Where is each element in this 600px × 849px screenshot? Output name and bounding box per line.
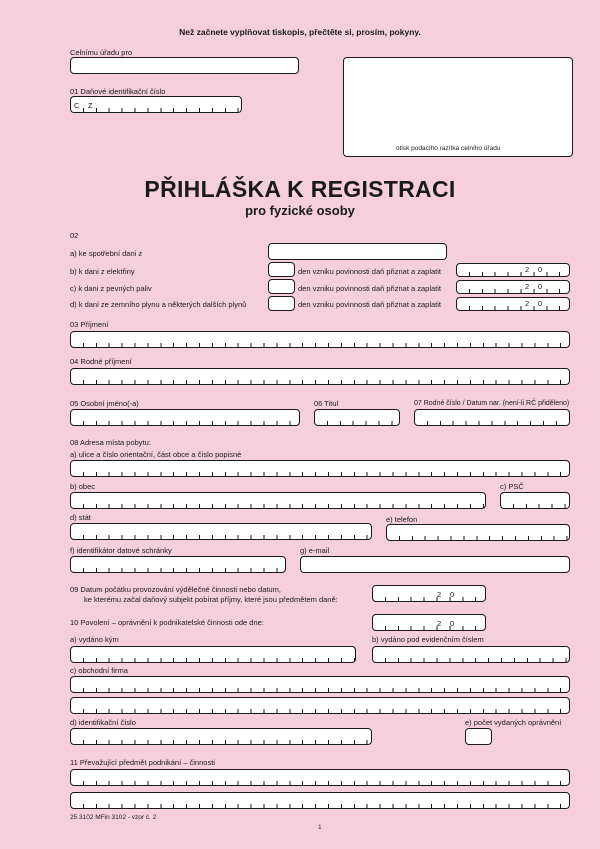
instruction-text: Než začnete vyplňovat tiskopis, přečtěte si, prosím, pokyny.: [179, 27, 421, 37]
form-subtitle: pro fyzické osoby: [245, 203, 355, 218]
f02b-label: b) k dani z elektřiny: [70, 267, 135, 276]
office-field[interactable]: [70, 57, 299, 74]
year-digit: 0: [450, 590, 455, 599]
f02c-date-text: den vzniku povinnosti daň přiznat a zaplatit: [298, 284, 442, 293]
main-activity-field-2[interactable]: [70, 792, 570, 809]
birth-surname-field[interactable]: [70, 368, 570, 385]
f01-label: 01 Daňové identifikační číslo: [70, 87, 166, 96]
f03-label: 03 Příjmení: [70, 320, 109, 329]
email-field[interactable]: [300, 556, 570, 573]
f08e-label: e) telefon: [386, 515, 418, 524]
business-name-field-2[interactable]: [70, 697, 570, 714]
f02c-label: c) k dani z pevných paliv: [70, 284, 152, 293]
excise-tax-field[interactable]: [268, 243, 447, 260]
first-name-field[interactable]: [70, 409, 300, 426]
solid-fuel-tax-checkbox[interactable]: [268, 279, 295, 294]
f02b-date-text: den vzniku povinnosti daň přiznat a zaplatit: [298, 267, 442, 276]
year-digit: 2: [437, 590, 442, 599]
gas-date-field[interactable]: [456, 297, 570, 311]
activity-start-date-field[interactable]: [372, 585, 486, 602]
f08c-label: c) PSČ: [500, 482, 524, 491]
dic-prefix-c: C: [74, 101, 80, 110]
dic-prefix-z: Z: [88, 101, 93, 110]
city-field[interactable]: [70, 492, 486, 509]
f10-label: 10 Povolení – oprávnění k podnikatelské činnosti ode dne:: [70, 618, 264, 627]
year-digit: 2: [525, 282, 530, 291]
f02d-date-text: den vzniku povinnosti daň přiznat a zaplatit: [298, 300, 442, 309]
surname-field[interactable]: [70, 331, 570, 348]
f09-label-2: ke kterému začal daňový subjekt pobírat příjmy, které jsou předmětem daně:: [84, 595, 338, 604]
year-digit: 0: [538, 282, 543, 291]
f07-label: 07 Rodné číslo / Datum nar. (není-li RČ přiděleno): [414, 400, 570, 407]
f05-label: 05 Osobní jméno(-a): [70, 399, 139, 408]
f09-label-1: 09 Datum počátku provozování výdělečné činnosti nebo datum,: [70, 585, 281, 594]
year-digit: 0: [538, 265, 543, 274]
country-field[interactable]: [70, 523, 372, 540]
f02d-label: d) k dani ze zemního plynu a některých dalších plynů: [70, 300, 247, 309]
issued-by-field[interactable]: [70, 646, 356, 663]
gas-tax-checkbox[interactable]: [268, 296, 295, 311]
f08d-label: d) stát: [70, 513, 91, 522]
form-title: PŘIHLÁŠKA K REGISTRACI: [144, 176, 456, 202]
phone-field[interactable]: [386, 524, 570, 541]
f06-label: 06 Titul: [314, 399, 339, 408]
registration-number-field[interactable]: [372, 646, 570, 663]
f10b-label: b) vydáno pod evidenčním číslem: [372, 635, 484, 644]
f10a-label: a) vydáno kým: [70, 635, 119, 644]
postal-code-field[interactable]: [500, 492, 570, 509]
f10c-label: c) obchodní firma: [70, 666, 128, 675]
f10e-label: e) počet vydaných oprávnění: [465, 718, 562, 727]
year-digit: 2: [525, 299, 530, 308]
year-digit: 2: [437, 619, 442, 628]
f08f-label: f) identifikátor datové schránky: [70, 546, 172, 555]
f04-label: 04 Rodné příjmení: [70, 357, 132, 366]
year-digit: 0: [450, 619, 455, 628]
year-digit: 2: [525, 265, 530, 274]
identification-number-field[interactable]: [70, 728, 372, 745]
main-activity-field-1[interactable]: [70, 769, 570, 786]
f11-label: 11 Převažující předmět podnikání – činnosti: [70, 758, 215, 767]
business-name-field-1[interactable]: [70, 676, 570, 693]
f08a-label: a) ulice a číslo orientační, část obce a číslo popisné: [70, 450, 242, 459]
f10d-label: d) identifikační číslo: [70, 718, 136, 727]
permits-count-field[interactable]: [465, 728, 492, 745]
f08g-label: g) e-mail: [300, 546, 330, 555]
form-code: 25 3102 MFin 3102 - vzor č. 2: [70, 814, 157, 821]
electricity-tax-checkbox[interactable]: [268, 262, 295, 277]
data-box-field[interactable]: [70, 556, 286, 573]
stamp-box: [343, 57, 573, 157]
f02-label: 02: [70, 231, 79, 240]
birth-number-field[interactable]: [414, 409, 570, 426]
f08-label: 08 Adresa místa pobytu:: [70, 438, 151, 447]
stamp-label: otisk podacího razítka celního úřadu: [396, 145, 501, 152]
year-digit: 0: [538, 299, 543, 308]
street-field[interactable]: [70, 460, 570, 477]
dic-field[interactable]: [70, 96, 242, 113]
title-field[interactable]: [314, 409, 400, 426]
permit-date-field[interactable]: [372, 614, 486, 631]
f08b-label: b) obec: [70, 482, 96, 491]
f02a-label: a) ke spotřební dani z: [70, 249, 143, 258]
office-label: Celnímu úřadu pro: [70, 48, 133, 57]
electricity-date-field[interactable]: [456, 263, 570, 277]
page-number: 1: [318, 824, 322, 831]
solid-fuel-date-field[interactable]: [456, 280, 570, 294]
